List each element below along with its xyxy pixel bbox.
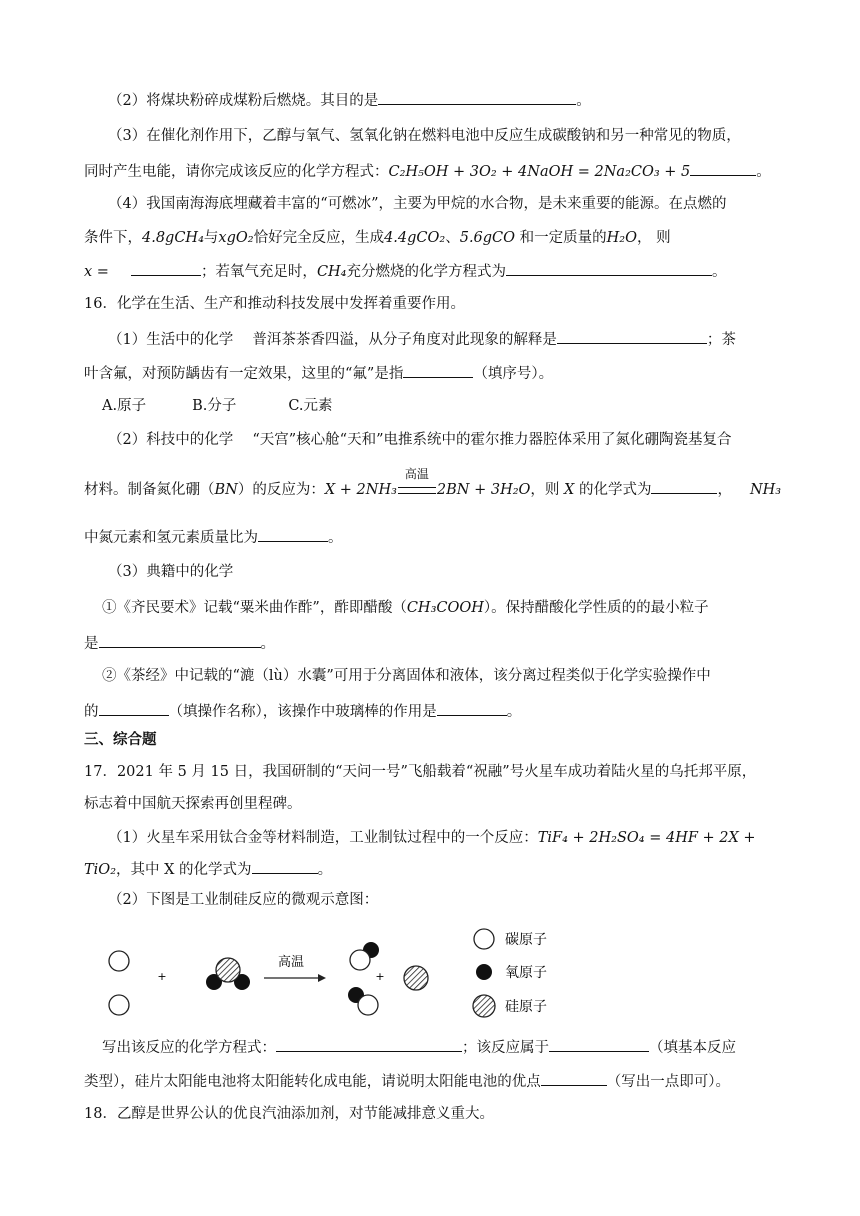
q17-part2-line1: 写出该反应的化学方程式： ；该反应属于 （填基本反应 — [102, 1036, 736, 1058]
q15-part3-line1: （3）在催化剂作用下，乙醇与氧气、氢氧化钠在燃料电池中反应生成碳酸钠和另一种常见的物质， — [108, 128, 741, 144]
plus-sign: + — [157, 970, 167, 983]
q16-stem: 16．化学在生活、生产和推动科技发展中发挥着重要作用。 — [84, 296, 465, 312]
q16-part2-line2: 材料。制备氮化硼（BN）的反应为：X + 2NH₃ 高温 2BN + 3H₂O，则 X 的化学式为 ， NH₃ — [84, 467, 782, 498]
option-a[interactable]: A.原子 — [102, 398, 147, 414]
answer-blank[interactable] — [403, 362, 473, 378]
answer-blank[interactable] — [506, 260, 712, 276]
q16-part3-item2-line2: 的 （填操作名称），该操作中玻璃棒的作用是 。 — [84, 700, 521, 722]
q18-stem: 18．乙醇是世界公认的优良汽油添加剂，对节能减排意义重大。 — [84, 1106, 494, 1122]
q15-part4-line2: 条件下，4.8gCH₄与xgO₂恰好完全反应，生成4.4gCO₂、5.6gCO 和一定质量的H₂O， 则 — [84, 230, 671, 246]
section-heading: 三、综合题 — [84, 732, 157, 748]
silicon-atom — [216, 958, 240, 982]
answer-blank[interactable] — [541, 1070, 607, 1086]
answer-blank[interactable] — [276, 1036, 462, 1052]
option-b[interactable]: B.分子 — [192, 398, 237, 414]
answer-blank[interactable] — [651, 478, 717, 494]
equation: C₂H₅OH + 3O₂ + 4NaOH = 2Na₂CO₃ + 5 — [388, 164, 691, 180]
q17-part2: （2）下图是工业制硅反应的微观示意图： — [108, 892, 379, 908]
carbon-atom — [350, 950, 370, 970]
carbon-atom — [358, 995, 378, 1015]
q15-part4-line3: x = ；若氧气充足时，CH₄充分燃烧的化学方程式为 。 — [84, 260, 727, 282]
answer-blank[interactable] — [549, 1036, 649, 1052]
answer-blank[interactable] — [437, 700, 507, 716]
answer-blank[interactable] — [378, 89, 576, 105]
plus-sign: + — [375, 970, 385, 983]
q17-part2-line2: 类型），硅片太阳能电池将太阳能转化成电能，请说明太阳能电池的优点 （写出一点即可）。 — [84, 1070, 730, 1092]
answer-blank[interactable] — [99, 700, 169, 716]
q15-part3-line2: 同时产生电能，请你完成该反应的化学方程式：C₂H₅OH + 3O₂ + 4NaOH = 2Na₂CO₃ + 5 。 — [84, 160, 771, 182]
answer-blank[interactable] — [258, 526, 328, 542]
q15-part4-line1: （4）我国南海海底埋藏着丰富的“可燃冰”，主要为甲烷的水合物，是未来重要的能源。在点燃的 — [108, 196, 727, 212]
q17-stem-line2: 标志着中国航天探索再创里程碑。 — [84, 796, 302, 812]
legend-oxygen: 氧原子 — [505, 965, 547, 981]
legend-carbon-icon — [474, 929, 494, 949]
arrow-condition-label: 高温 — [277, 955, 305, 970]
q16-part2-line3: 中氮元素和氢元素质量比为 。 — [84, 526, 343, 548]
q16-part3-item1: ①《齐民要术》记载“粟米曲作酢”，酢即醋酸（CH₃COOH）。保持醋酸化学性质的的最小粒子 — [102, 600, 709, 616]
answer-blank[interactable] — [131, 260, 201, 276]
legend-silicon: 硅原子 — [505, 999, 547, 1015]
answer-blank[interactable] — [690, 160, 756, 176]
legend-silicon-icon — [473, 995, 495, 1017]
q17-part1-line2: TiO₂，其中 X 的化学式为 。 — [84, 858, 332, 880]
carbon-atom — [109, 995, 129, 1015]
answer-blank[interactable] — [557, 328, 707, 344]
answer-blank[interactable] — [252, 858, 318, 874]
q16-part2-line1: （2）科技中的化学 “天宫”核心舱“天和”电推系统中的霍尔推力器腔体采用了氮化硼陶瓷基复合 — [108, 432, 732, 448]
carbon-atom — [109, 951, 129, 971]
q15-part2-text: （2）将煤块粉碎成煤粉后燃烧。其目的是 — [108, 93, 379, 109]
q15-part2: （2）将煤块粉碎成煤粉后燃烧。其目的是 。 — [108, 89, 591, 111]
reaction-micro-diagram — [96, 922, 596, 1032]
q16-part3: （3）典籍中的化学 — [108, 564, 234, 580]
q16-part1-line2: 叶含氟，对预防龋齿有一定效果，这里的“氟”是指 （填序号）。 — [84, 362, 553, 384]
q17-part1-line1: （1）火星车采用钛合金等材料制造，工业制钛过程中的一个反应：TiF₄ + 2H₂SO₄ = 4HF + 2X + — [108, 830, 756, 846]
legend-oxygen-icon — [476, 964, 492, 980]
q16-options — [102, 396, 333, 416]
q17-stem-line1: 17．2021 年 5 月 15 日，我国研制的“天问一号”飞船载着“祝融”号火星车成功着陆火星的乌托邦平原， — [84, 764, 757, 780]
q16-part3-item2: ②《茶经》中记载的“漉（lù）水囊”可用于分离固体和液体，该分离过程类似于化学实验操作中 — [102, 668, 711, 684]
q16-part3-item1-line2: 是 。 — [84, 632, 275, 654]
reaction-arrow: 高温 — [397, 480, 437, 500]
legend-carbon: 碳原子 — [505, 932, 547, 948]
answer-blank[interactable] — [99, 632, 261, 648]
silicon-atom — [404, 966, 428, 990]
arrow-head — [318, 974, 326, 982]
q16-part1-line1: （1）生活中的化学 普洱茶茶香四溢，从分子角度对此现象的解释是 ；茶 — [108, 328, 736, 350]
option-c[interactable]: C.元素 — [288, 398, 333, 414]
